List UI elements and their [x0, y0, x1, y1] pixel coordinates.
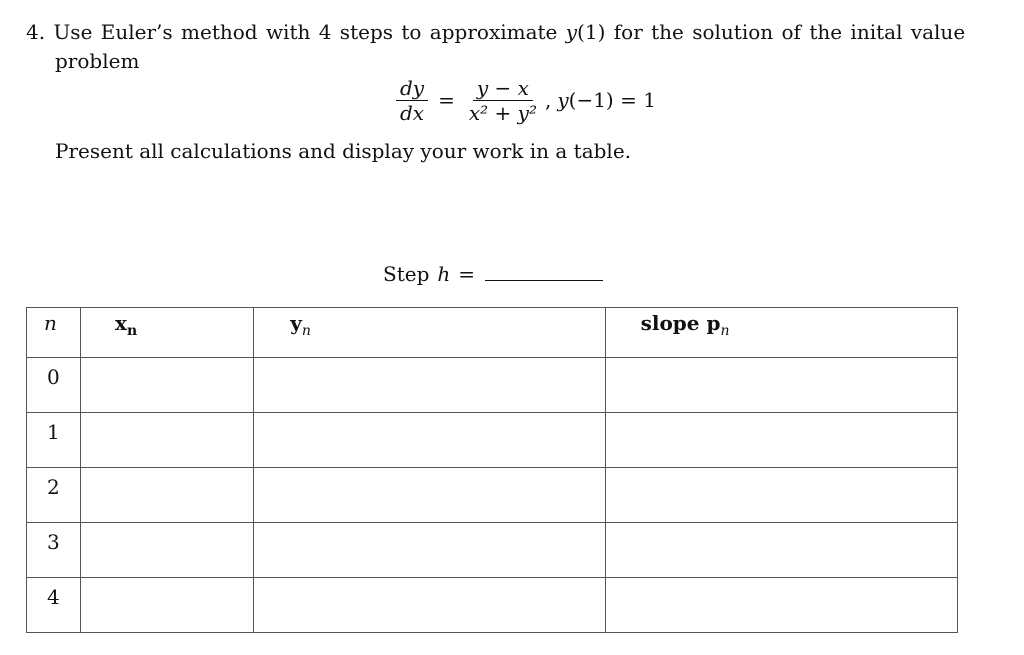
equation-comma: ,: [544, 88, 552, 112]
table-row: [27, 523, 958, 578]
problem-line-1: [26, 18, 1006, 47]
problem-text-b: for the solution of the inital value: [605, 20, 966, 44]
cell-n: 2: [27, 468, 81, 523]
instruction-text: Present all calculations and display your work in a table.: [55, 139, 632, 163]
cell-yn[interactable]: [254, 413, 605, 468]
problem-y-arg: (1): [577, 20, 606, 44]
header-slope-pn: slope $p_n$: [605, 308, 957, 358]
step-size-row: [383, 258, 603, 288]
problem-text-a: Use Euler’s method with 4 steps to approximate: [53, 20, 566, 44]
cell-xn[interactable]: [81, 468, 254, 523]
step-equals: =: [458, 262, 476, 286]
cell-n: 4: [27, 578, 81, 633]
header-n: n: [27, 308, 81, 358]
cell-n: 3: [27, 523, 81, 578]
table-header-row: [27, 308, 958, 358]
cell-xn[interactable]: [81, 523, 254, 578]
problem-statement: [26, 18, 1006, 76]
cell-xn[interactable]: [81, 358, 254, 413]
euler-work-table: [26, 307, 958, 633]
rhs-numerator: y − x: [473, 76, 533, 101]
cell-n: 1: [27, 413, 81, 468]
rhs-denominator: x² + y²: [468, 100, 537, 125]
ic-rest: (−1) = 1: [568, 88, 656, 112]
table-row: [27, 358, 958, 413]
ic-y: y: [557, 88, 569, 112]
cell-xn[interactable]: [81, 578, 254, 633]
step-size-blank[interactable]: [485, 258, 603, 281]
rhs-fraction: [465, 76, 541, 125]
problem-y-var: y: [565, 20, 578, 44]
cell-yn[interactable]: [254, 523, 605, 578]
problem-number: 4.: [26, 20, 46, 44]
cell-slope[interactable]: [605, 468, 957, 523]
step-label: Step: [383, 262, 430, 286]
lhs-fraction: [396, 76, 428, 125]
table-row: [27, 413, 958, 468]
cell-slope[interactable]: [605, 523, 957, 578]
cell-yn[interactable]: [254, 578, 605, 633]
cell-slope[interactable]: [605, 413, 957, 468]
table-row: [27, 468, 958, 523]
header-xn: $x_n$: [81, 308, 254, 358]
step-variable: h: [437, 262, 451, 286]
lhs-numerator: dy: [396, 76, 428, 101]
header-yn: $y_n$: [254, 308, 605, 358]
lhs-denominator: dx: [400, 100, 425, 125]
cell-xn[interactable]: [81, 413, 254, 468]
cell-slope[interactable]: [605, 578, 957, 633]
cell-yn[interactable]: [254, 468, 605, 523]
cell-slope[interactable]: [605, 358, 957, 413]
cell-yn[interactable]: [254, 358, 605, 413]
problem-line-2: problem: [55, 49, 140, 73]
table-row: [27, 578, 958, 633]
cell-n: 0: [27, 358, 81, 413]
equals-sign: =: [438, 88, 455, 112]
initial-condition: [557, 88, 656, 112]
differential-equation: [392, 72, 656, 128]
